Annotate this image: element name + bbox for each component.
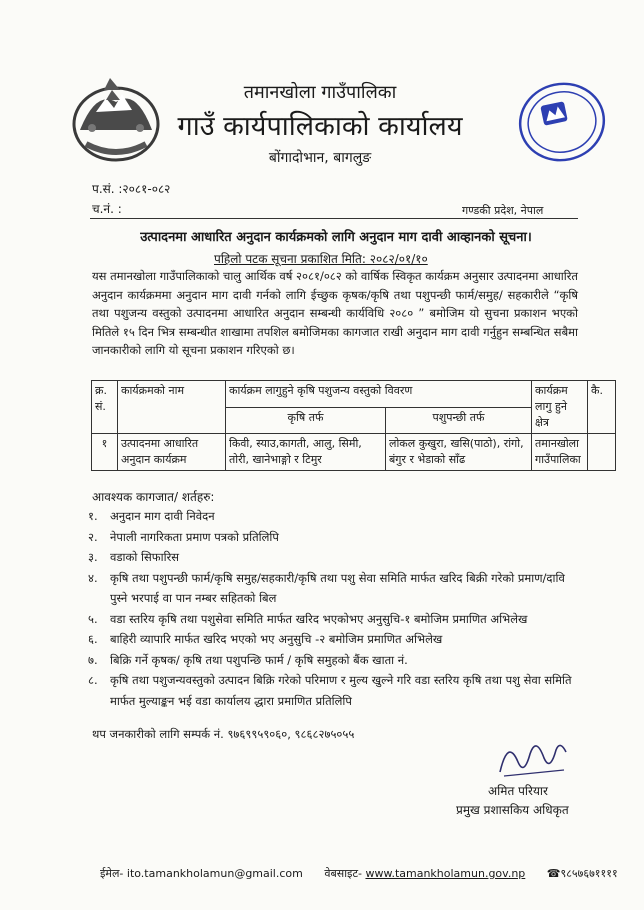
- col-header-sn: क्र. सं.: [92, 381, 118, 434]
- signer-name: अमित परियार: [488, 784, 548, 798]
- signature-icon: [494, 732, 572, 782]
- table-header-row: [92, 381, 616, 408]
- province-label: गण्डकी प्रदेश, नेपाल: [462, 204, 544, 217]
- header-divider: [90, 218, 578, 219]
- col-header-area: कार्यक्रम लागु हुने क्षेत्र: [532, 381, 588, 434]
- signer-title: प्रमुख प्रशासकिय अधिकृत: [456, 803, 569, 817]
- col-header-remarks: कै.: [588, 381, 616, 434]
- cell-sn: १: [92, 434, 118, 471]
- requirements-heading: आवश्यक कागजात/ शर्तहरु:: [92, 490, 215, 504]
- reference-number: प.सं. :२०८१-०८२: [92, 182, 171, 196]
- col-header-agri: कृषि तर्फ: [226, 407, 386, 434]
- requirements-list: [88, 506, 582, 711]
- program-table: [91, 380, 616, 471]
- list-item: ८. कृषि तथा पशुजन्यवस्तुको उत्पादन बिक्रि गरेको परिमाण र मुल्य खुल्ने गरि वडा स्तरिय कृषि तथा पशु सेवा समिति मार्फत मुल्याङ्कन भई वडा कार्यालय द्धारा प्रमाणित प्रतिलिपि: [88, 673, 572, 708]
- phone-icon: ☎: [546, 867, 561, 880]
- list-item: १. अनुदान माग दावी निवेदन: [88, 509, 215, 523]
- footer-email[interactable]: ईमेल- ito.tamankholamun@gmail.com: [100, 867, 303, 880]
- footer-website-label: वेबसाइट-: [324, 867, 362, 880]
- notice-subject: उत्पादनमा आधारित अनुदान कार्यक्रमको लागि अनुदान माग दावी आव्हानको सूचना।: [140, 230, 532, 245]
- table-row: [92, 434, 616, 471]
- list-item: ५. वडा स्तरिय कृषि तथा पशुसेवा समिति मार्फत खरिद भएकोभए अनुसुचि-१ बमोजिम प्रमाणित अभिलेख: [88, 611, 528, 626]
- cell-livestock: लोकल कुखुरा, खसि(पाठो), रांगो, बंगुर र भेडाको साँढ: [386, 434, 532, 471]
- footer-phone: ९८५७६७११११: [560, 867, 618, 880]
- contact-numbers: थप जनकारीको लागि सम्पर्क नं. ९७६९९५९०६०, ९८६८२७५०५५: [92, 727, 355, 741]
- list-item: ७. बिक्रि गर्ने कृषक/ कृषि तथा पशुपन्छि फार्म / कृषि समुहको बैंक खाता नं.: [88, 652, 408, 667]
- cell-agri: किवी, स्याउ,कागती, आलु, सिमी, तोरी, खानेभाङ्गो र टिमुर: [226, 434, 386, 471]
- cell-remarks: [588, 434, 616, 471]
- col-header-livestock: पशुपन्छी तर्फ: [386, 407, 532, 434]
- publication-date: पहिलो पटक सूचना प्रकाशित मिति: २०८२/०१/१०: [214, 252, 428, 266]
- list-item: ६. बाहिरी व्यापारि मार्फत खरिद भएको भए अनुसुचि -२ बमोजिम प्रमाणित अभिलेख: [88, 632, 443, 646]
- cell-area: तमानखोला गाउँपालिका: [532, 434, 588, 471]
- dispatch-number: च.नं. :: [92, 202, 122, 216]
- office-name: गाउँ कार्यपालिकाको कार्यालय: [177, 111, 463, 142]
- list-item: ३. वडाको सिफारिस: [88, 550, 180, 564]
- cell-program: उत्पादनमा आधारित अनुदान कार्यक्रम: [118, 434, 226, 471]
- col-header-details: कार्यक्रम लागुहुने कृषि पशुजन्य वस्तुको विवरण: [226, 381, 532, 408]
- list-item: ४. कृषि तथा पशुपन्छी फार्म/कृषि समुह/सहकारी/कृषि तथा पशु सेवा समिति मार्फत खरिद बिक्री गरेको प्रमाण/दावि पुस्ने भरपाई वा पान नम्बर सहितको बिल: [88, 570, 565, 605]
- list-item: २. नेपाली नागरिकता प्रमाण पत्रको प्रतिलिपि: [88, 529, 279, 544]
- footer: [100, 866, 618, 881]
- municipality-name: तमानखोला गाउँपालिका: [243, 82, 397, 103]
- col-header-program: कार्यक्रमको नाम: [118, 381, 226, 434]
- footer-website-link[interactable]: www.tamankholamun.gov.np: [365, 867, 526, 880]
- office-address: बोंगादोभान, बागलुङ: [268, 150, 372, 166]
- notice-body: यस तमानखोला गाउँपालिकाको चालु आर्थिक वर्ष २०८१/०८२ को वार्षिक स्विकृत कार्यक्रम अनुसार उत्पादनमा आधारित अनुदान कार्यक्रममा अनुदान माग दावी गर्नको लागि ईच्छुक कृषक/कृषि तथा पशुपन्छी फार्म/समुह/ सहकारीले “कृषि तथा पशुजन्य वस्तुको उत्पादनमा आधारित अनुदान सम्बन्धी कार्यविधि २०८० ” बमोजिम यो सुचना प्रकाशन भएको मितिले १५ दिन भित्र सम्बन्धीत शाखामा तपशिल बमोजिमका कागजात राखी अनुदान माग दावी गर्नुहुन सम्बन्धित सबैमा जानकारीको लागि यो सूचना प्रकाशन गरिएको छ।: [92, 269, 578, 357]
- municipality-seal-icon: [516, 78, 608, 166]
